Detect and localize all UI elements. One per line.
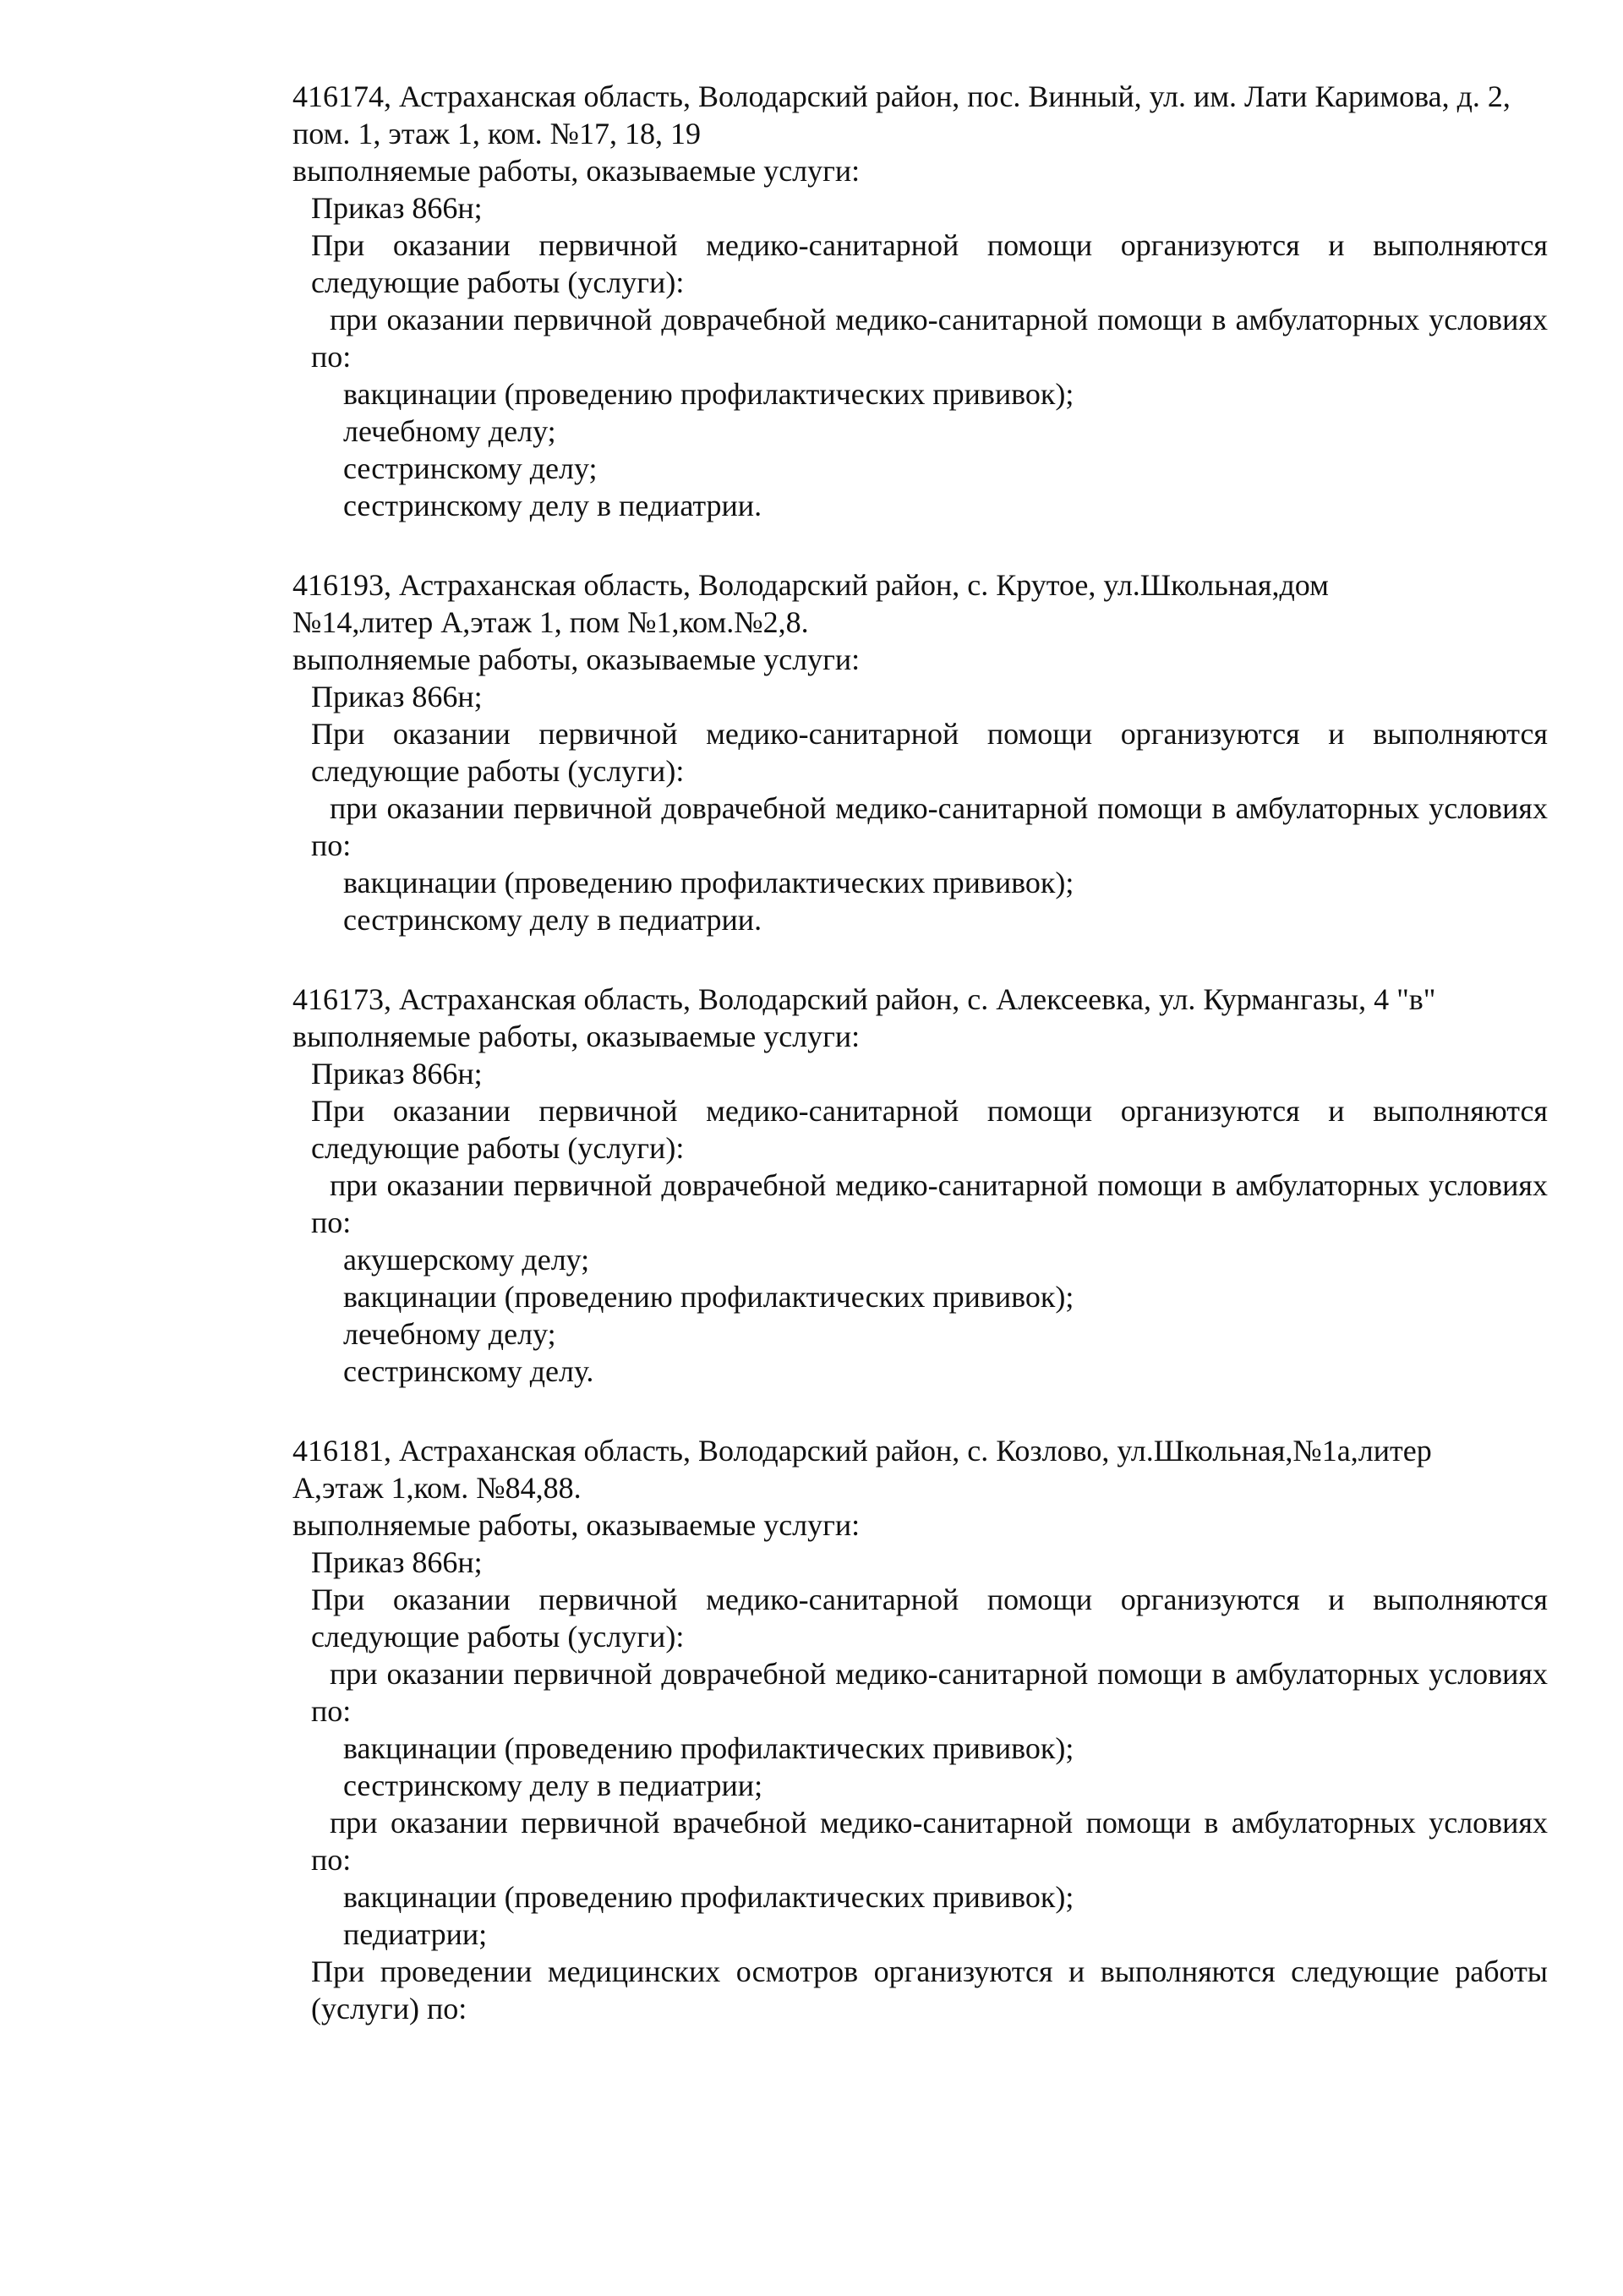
license-entry-4 — [292, 1432, 1548, 2027]
works-label: выполняемые работы, оказываемые услуги: — [292, 642, 861, 676]
order-line: Приказ 866н; — [311, 191, 483, 225]
intro-paragraph: При оказании первичной медико-санитарной помощи организуются и выполняются следующие работы (услуги): — [311, 1094, 1548, 1165]
entry-address: 416173, Астраханская область, Володарский район, с. Алексеевка, ул. Курмангазы, 4 "в" — [292, 982, 1436, 1016]
order-line: Приказ 866н; — [311, 1057, 483, 1091]
list-item: лечебному делу; — [343, 1317, 556, 1351]
order-line: Приказ 866н; — [311, 680, 483, 713]
list-item: сестринскому делу; — [343, 451, 598, 485]
group-title: при оказании первичной доврачебной медико-санитарной помощи в амбулаторных условиях по: — [311, 1168, 1548, 1239]
list-item: акушерскому делу; — [343, 1243, 590, 1276]
license-entry-1 — [292, 78, 1548, 524]
entry-address: 416174, Астраханская область, Володарский район, пос. Винный, ул. им. Лати Каримова, д. 2, пом. 1, этаж 1, ком. №17, 18, 19 — [292, 79, 1511, 150]
group-title: при оказании первичной врачебной медико-санитарной помощи в амбулаторных условиях по: — [311, 1806, 1548, 1877]
license-entry-3 — [292, 981, 1548, 1390]
works-label: выполняемые работы, оказываемые услуги: — [292, 1508, 861, 1542]
list-item: вакцинации (проведению профилактических прививок); — [343, 1731, 1074, 1765]
list-item: сестринскому делу в педиатрии. — [343, 489, 762, 522]
intro-paragraph: При оказании первичной медико-санитарной помощи организуются и выполняются следующие работы (услуги): — [311, 1583, 1548, 1654]
group-title: при оказании первичной доврачебной медико-санитарной помощи в амбулаторных условиях по: — [311, 1657, 1548, 1728]
list-item: вакцинации (проведению профилактических прививок); — [343, 1880, 1074, 1914]
list-item: сестринскому делу в педиатрии. — [343, 903, 762, 937]
list-item: педиатрии; — [343, 1917, 488, 1951]
intro-paragraph: При оказании первичной медико-санитарной помощи организуются и выполняются следующие работы (услуги): — [311, 228, 1548, 299]
list-item: сестринскому делу. — [343, 1354, 594, 1388]
exams-intro-paragraph: При проведении медицинских осмотров организуются и выполняются следующие работы (услуги) по: — [311, 1954, 1548, 2025]
works-label: выполняемые работы, оказываемые услуги: — [292, 154, 861, 188]
works-label: выполняемые работы, оказываемые услуги: — [292, 1020, 861, 1053]
order-line: Приказ 866н; — [311, 1545, 483, 1579]
intro-paragraph: При оказании первичной медико-санитарной помощи организуются и выполняются следующие работы (услуги): — [311, 717, 1548, 788]
document-body — [292, 78, 1548, 2064]
entry-address: 416181, Астраханская область, Володарский район, с. Козлово, ул.Школьная,№1а,литер А,этаж 1,ком. №84,88. — [292, 1434, 1432, 1505]
license-entry-2 — [292, 566, 1548, 938]
list-item: вакцинации (проведению профилактических прививок); — [343, 377, 1074, 411]
list-item: сестринскому делу в педиатрии; — [343, 1768, 763, 1802]
entry-address: 416193, Астраханская область, Володарский район, с. Крутое, ул.Школьная,дом №14,литер А,этаж 1, пом №1,ком.№2,8. — [292, 568, 1329, 639]
group-title: при оказании первичной доврачебной медико-санитарной помощи в амбулаторных условиях по: — [311, 791, 1548, 862]
list-item: лечебному делу; — [343, 414, 556, 448]
group-title: при оказании первичной доврачебной медико-санитарной помощи в амбулаторных условиях по: — [311, 303, 1548, 374]
list-item: вакцинации (проведению профилактических прививок); — [343, 1280, 1074, 1314]
list-item: вакцинации (проведению профилактических прививок); — [343, 866, 1074, 899]
